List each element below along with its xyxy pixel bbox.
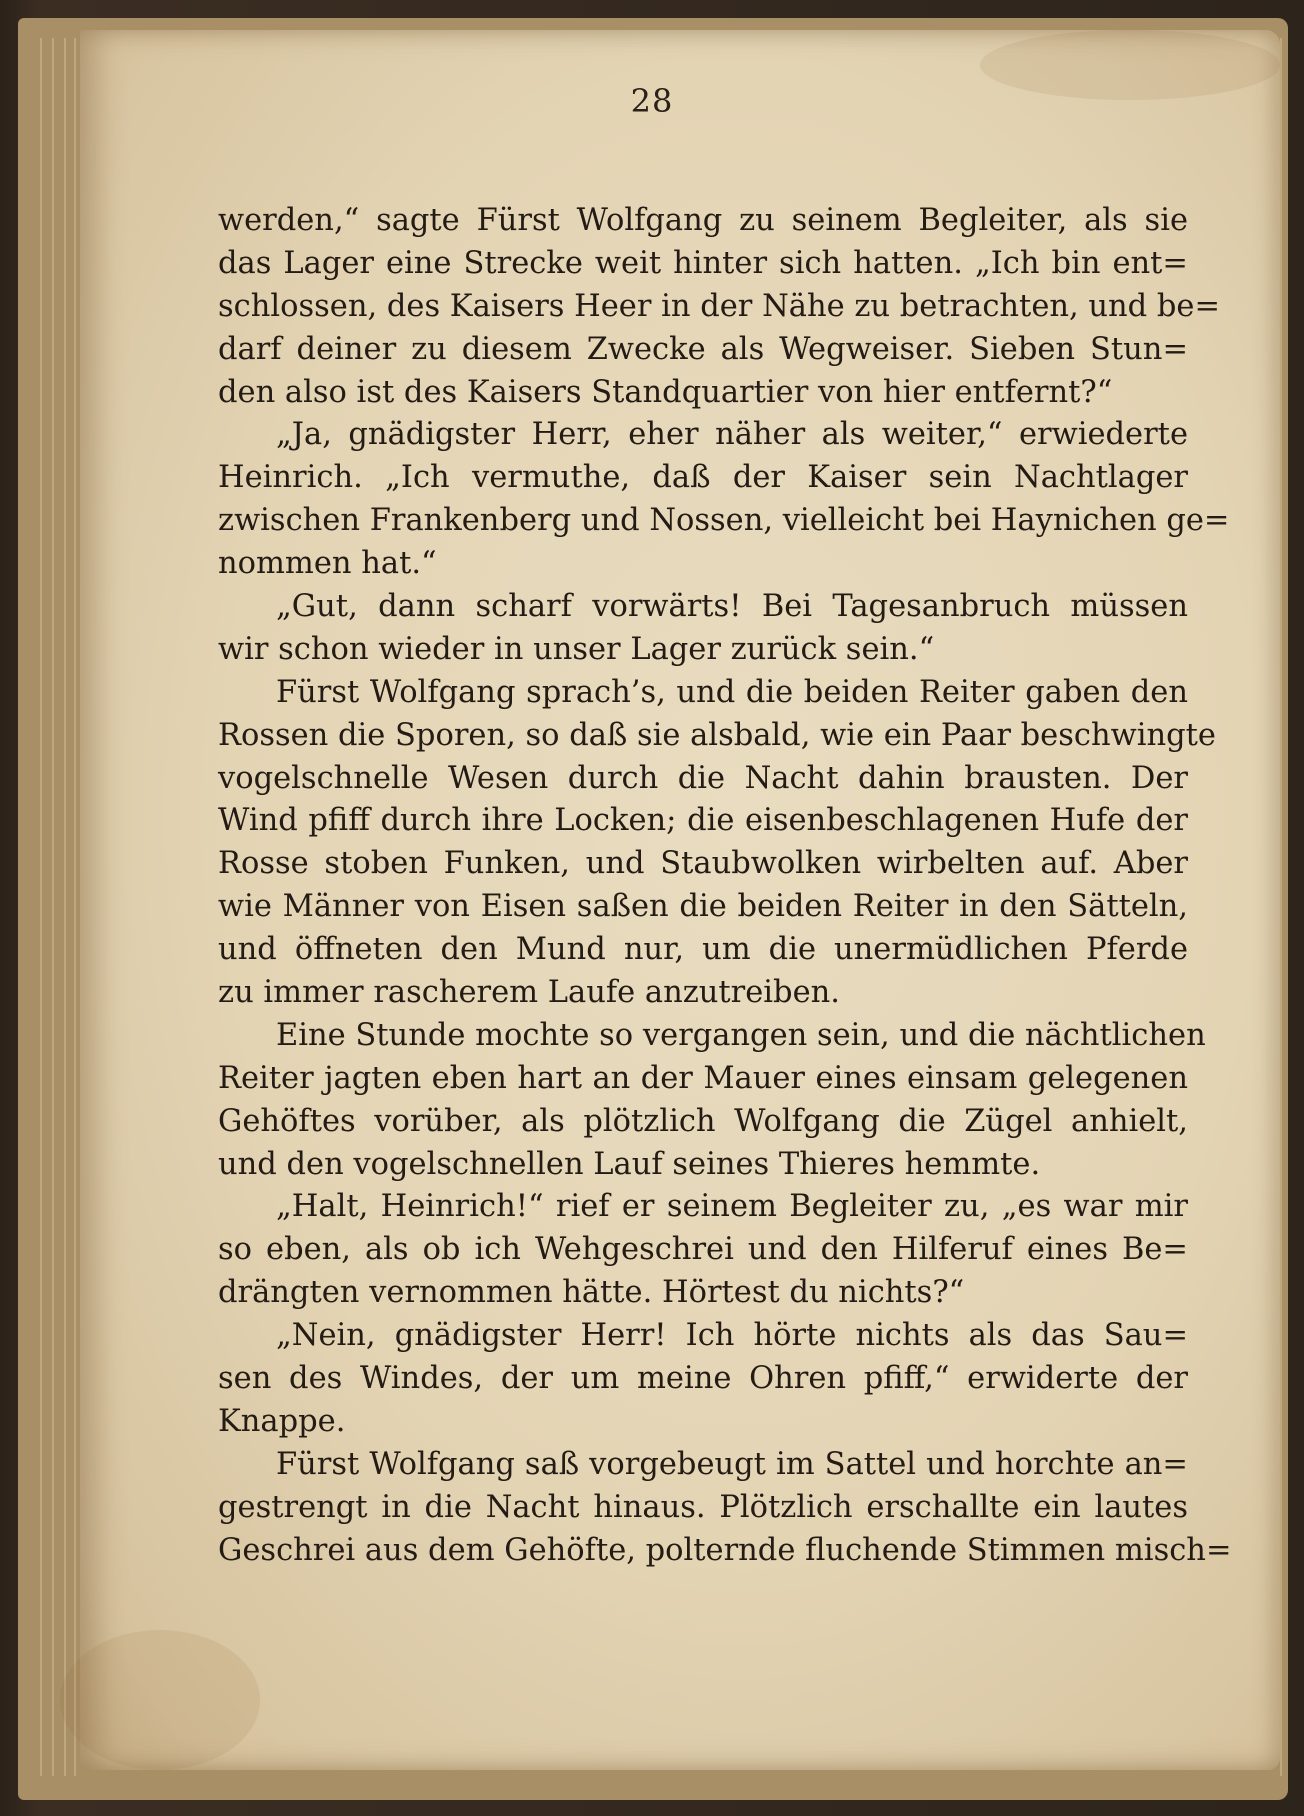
text-line: sen des Windes, der um meine Ohren pfiff,“ erwiderte der (218, 1361, 1188, 1397)
text-line: Geschrei aus dem Gehöfte, polternde fluchende Stimmen misch= (218, 1532, 1232, 1568)
page-stain (60, 1630, 260, 1770)
text-line: wir schon wieder in unser Lager zurück sein.“ (218, 631, 935, 667)
text-line: Eine Stunde mochte so vergangen sein, und die nächtlichen (276, 1017, 1206, 1053)
text-line: vogelschnelle Wesen durch die Nacht dahin brausten. Der (218, 760, 1188, 796)
page-edge (40, 38, 42, 1776)
page-edge (1280, 38, 1282, 1776)
text-line: Fürst Wolfgang saß vorgebeugt im Sattel und horchte an= (276, 1446, 1188, 1482)
text-line: den also ist des Kaisers Standquartier von hier entfernt?“ (218, 374, 1113, 410)
page-edge (74, 38, 76, 1776)
text-line: Fürst Wolfgang sprach’s, und die beiden Reiter gaben den (276, 674, 1188, 710)
text-line: „Halt, Heinrich!“ rief er seinem Begleiter zu, „es war mir (276, 1189, 1188, 1225)
text-line: das Lager eine Strecke weit hinter sich hatten. „Ich bin ent= (218, 245, 1188, 281)
text-line: Heinrich. „Ich vermuthe, daß der Kaiser sein Nachtlager (218, 460, 1188, 496)
text-line: und öffneten den Mund nur, um die unermüdlichen Pferde (218, 932, 1188, 968)
text-line: darf deiner zu diesem Zwecke als Wegweiser. Sieben Stun= (218, 331, 1188, 367)
page-edge (64, 38, 66, 1776)
text-line: gestrengt in die Nacht hinaus. Plötzlich erschallte ein lautes (218, 1489, 1188, 1525)
text-line: „Nein, gnädigster Herr! Ich hörte nichts als das Sau= (276, 1318, 1188, 1354)
text-line: wie Männer von Eisen saßen die beiden Reiter in den Sätteln, (218, 889, 1188, 925)
text-line: drängten vernommen hätte. Hörtest du nichts?“ (218, 1275, 965, 1311)
text-line: Knappe. (218, 1403, 346, 1439)
text-line: zu immer rascherem Laufe anzutreiben. (218, 975, 840, 1011)
text-line: schlossen, des Kaisers Heer in der Nähe zu betrachten, und be= (218, 288, 1221, 324)
text-line: so eben, als ob ich Wehgeschrei und den Hilferuf eines Be= (218, 1232, 1188, 1268)
text-line: zwischen Frankenberg und Nossen, vielleicht bei Haynichen ge= (218, 503, 1230, 539)
text-line: Wind pfiff durch ihre Locken; die eisenbeschlagenen Hufe der (218, 803, 1188, 839)
text-block (218, 200, 1232, 1573)
text-line: und den vogelschnellen Lauf seines Thieres hemmte. (218, 1146, 1041, 1182)
text-line: Rossen die Sporen, so daß sie alsbald, wie ein Paar beschwingte (218, 717, 1216, 753)
text-line: werden,“ sagte Fürst Wolfgang zu seinem Begleiter, als sie (218, 203, 1188, 238)
page-number: 28 (630, 82, 674, 120)
page-edge (52, 38, 54, 1776)
text-line: „Gut, dann scharf vorwärts! Bei Tagesanbruch müssen (276, 589, 1188, 625)
text-line: Rosse stoben Funken, und Staubwolken wirbelten auf. Aber (218, 846, 1188, 882)
text-line: nommen hat.“ (218, 546, 437, 582)
text-line: „Ja, gnädigster Herr, eher näher als weiter,“ erwiederte (276, 417, 1188, 453)
text-line: Gehöftes vorüber, als plötzlich Wolfgang die Zügel anhielt, (218, 1103, 1188, 1139)
text-line: Reiter jagten eben hart an der Mauer eines einsam gelegenen (218, 1060, 1188, 1096)
